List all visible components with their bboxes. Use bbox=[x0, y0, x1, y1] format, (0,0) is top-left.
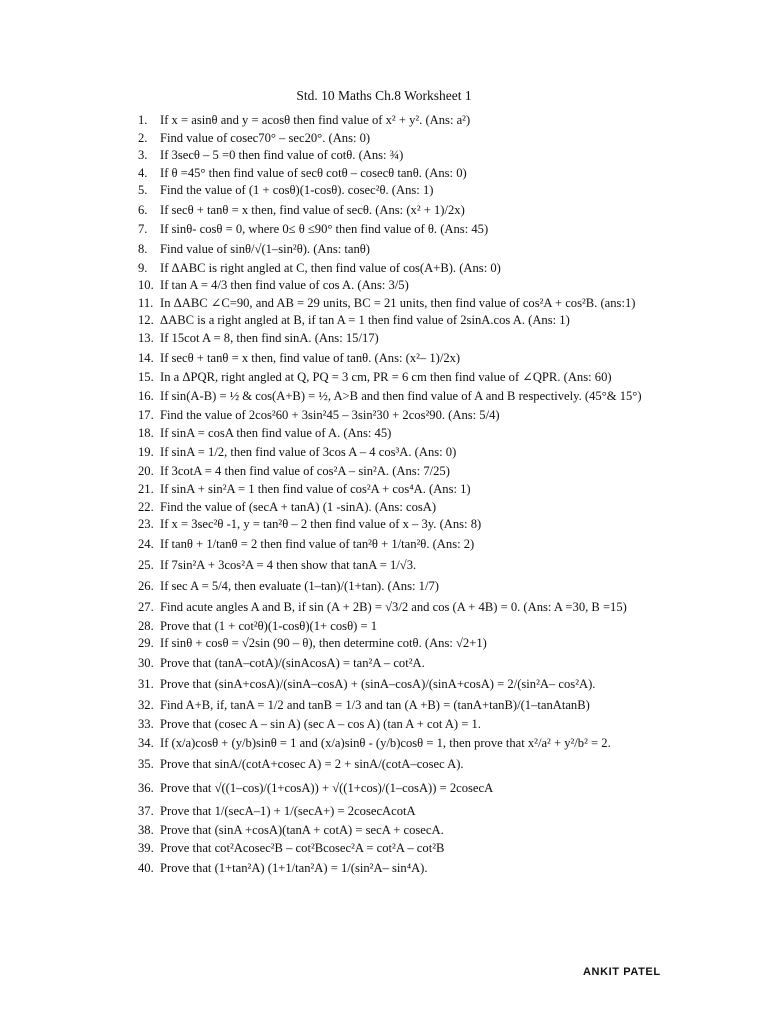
question-text: If θ =45° then find value of secθ cotθ – cosecθ tanθ. (Ans: 0) bbox=[160, 165, 467, 180]
question-text: If sinA = 1/2, then find value of 3cos A – 4 cos³A. (Ans: 0) bbox=[160, 445, 457, 460]
question-text: In ΔABC ∠C=90, and AB = 29 units, BC = 21 units, then find value of cos²A + cos²B. (ans:1) bbox=[160, 295, 636, 310]
question-item bbox=[138, 775, 738, 801]
question-text: If sinA + sin²A = 1 then find value of cos²A + cos⁴A. (Ans: 1) bbox=[160, 481, 471, 496]
question-number: 17. bbox=[138, 408, 154, 423]
question-number: 22. bbox=[138, 499, 154, 514]
question-text: If 7sin²A + 3cos²A = 4 then show that tanA = 1/√3. bbox=[160, 557, 417, 572]
question-number: 20. bbox=[138, 464, 154, 479]
question-number: 10. bbox=[138, 278, 154, 293]
question-number: 37. bbox=[138, 804, 154, 819]
question-item bbox=[138, 674, 738, 695]
question-text: Find value of sinθ/√(1–sin²θ). (Ans: tanθ) bbox=[160, 241, 370, 256]
question-text: In a ΔPQR, right angled at Q, PQ = 3 cm, PR = 6 cm then find value of ∠QPR. (Ans: 60) bbox=[160, 369, 612, 384]
question-number: 36. bbox=[138, 781, 154, 796]
question-item bbox=[138, 348, 738, 369]
question-text: If sin(A-B) = ½ & cos(A+B) = ½, A>B and then find value of A and B respectively. (45°& 15°) bbox=[160, 389, 642, 404]
question-text: Prove that (cosec A – sin A) (sec A – cos A) (tan A + cot A) = 1. bbox=[160, 716, 481, 731]
question-number: 9. bbox=[138, 260, 148, 275]
question-text: If tan A = 4/3 then find value of cos A. (Ans: 3/5) bbox=[160, 278, 409, 293]
question-number: 2. bbox=[138, 130, 148, 145]
question-item bbox=[138, 822, 738, 840]
question-number: 19. bbox=[138, 445, 154, 460]
question-text: Prove that (1+tan²A) (1+1/tan²A) = 1/(sin²A– sin⁴A). bbox=[160, 860, 428, 875]
question-text: If sinθ + cosθ = √2sin (90 – θ), then determine cotθ. (Ans: √2+1) bbox=[160, 636, 487, 651]
question-number: 18. bbox=[138, 425, 154, 440]
question-number: 16. bbox=[138, 389, 154, 404]
question-number: 40. bbox=[138, 860, 154, 875]
question-number: 24. bbox=[138, 536, 154, 551]
question-item bbox=[138, 112, 738, 130]
question-number: 4. bbox=[138, 165, 148, 180]
question-text: Prove that cot²Acosec²B – cot²Bcosec²A = cot²A – cot²B bbox=[160, 841, 445, 856]
question-text: If sec A = 5/4, then evaluate (1–tan)/(1+tan). (Ans: 1/7) bbox=[160, 578, 439, 593]
question-text: Prove that (sinA+cosA)/(sinA–cosA) + (sinA–cosA)/(sinA+cosA) = 2/(sin²A– cos²A). bbox=[160, 676, 596, 691]
question-item bbox=[138, 840, 738, 858]
question-number: 5. bbox=[138, 183, 148, 198]
question-number: 23. bbox=[138, 517, 154, 532]
question-number: 25. bbox=[138, 557, 154, 572]
question-text: If sinθ- cosθ = 0, where 0≤ θ ≤90° then find value of θ. (Ans: 45) bbox=[160, 221, 489, 236]
question-text: Find the value of 2cos²60 + 3sin²45 – 3sin²30 + 2cos²90. (Ans: 5/4) bbox=[160, 408, 500, 423]
question-number: 29. bbox=[138, 636, 154, 651]
question-item bbox=[138, 618, 738, 636]
question-text: If (x/a)cosθ + (y/b)sinθ = 1 and (x/a)sinθ - (y/b)cosθ = 1, then prove that x²/a² + y²/b² = 2. bbox=[160, 736, 611, 751]
question-number: 27. bbox=[138, 599, 154, 614]
question-item bbox=[138, 653, 738, 674]
question-item bbox=[138, 330, 738, 348]
question-number: 26. bbox=[138, 578, 154, 593]
question-text: If x = 3sec²θ -1, y = tan²θ – 2 then find value of x – 3y. (Ans: 8) bbox=[160, 517, 482, 532]
question-text: ΔABC is a right angled at B, if tan A = 1 then find value of 2sinA.cos A. (Ans: 1) bbox=[160, 313, 570, 328]
question-number: 7. bbox=[138, 221, 148, 236]
question-number: 1. bbox=[138, 113, 148, 127]
question-item bbox=[138, 312, 738, 330]
question-item bbox=[138, 733, 738, 754]
question-item bbox=[138, 442, 738, 463]
question-text: If 3cotA = 4 then find value of cos²A – sin²A. (Ans: 7/25) bbox=[160, 464, 450, 479]
question-number: 6. bbox=[138, 202, 148, 217]
question-item bbox=[138, 239, 738, 260]
question-item bbox=[138, 425, 738, 443]
question-item bbox=[138, 555, 738, 576]
question-item bbox=[138, 463, 738, 481]
author-name: ANKIT PATEL bbox=[583, 966, 661, 978]
question-text: If ΔABC is right angled at C, then find value of cos(A+B). (Ans: 0) bbox=[160, 260, 501, 275]
question-number: 12. bbox=[138, 313, 154, 328]
question-item bbox=[138, 277, 738, 295]
question-text: Prove that (sinA +cosA)(tanA + cotA) = secA + cosecA. bbox=[160, 823, 444, 838]
question-item bbox=[138, 260, 738, 278]
question-item bbox=[138, 369, 738, 387]
question-text: If x = asinθ and y = acosθ then find value of x² + y². (Ans: a²) bbox=[160, 113, 471, 127]
question-item bbox=[138, 516, 738, 534]
question-number: 15. bbox=[138, 369, 154, 384]
question-item bbox=[138, 635, 738, 653]
question-number: 8. bbox=[138, 241, 148, 256]
question-number: 31. bbox=[138, 676, 154, 691]
question-item bbox=[138, 407, 738, 425]
question-item bbox=[138, 481, 738, 499]
question-list bbox=[138, 112, 738, 879]
question-number: 14. bbox=[138, 350, 154, 365]
question-text: Find the value of (1 + cosθ)(1-cosθ). cosec²θ. (Ans: 1) bbox=[160, 183, 434, 198]
question-item bbox=[138, 386, 738, 407]
question-text: If secθ + tanθ = x then, find value of tanθ. (Ans: (x²– 1)/2x) bbox=[160, 350, 461, 365]
question-text: Prove that 1/(secA–1) + 1/(secA+) = 2cosecAcotA bbox=[160, 804, 416, 819]
question-item bbox=[138, 200, 738, 221]
question-text: If sinA = cosA then find value of A. (Ans: 45) bbox=[160, 425, 392, 440]
question-item bbox=[138, 499, 738, 517]
question-number: 30. bbox=[138, 655, 154, 670]
question-number: 33. bbox=[138, 716, 154, 731]
question-item bbox=[138, 165, 738, 183]
question-number: 35. bbox=[138, 757, 154, 772]
question-text: Find acute angles A and B, if sin (A + 2B) = √3/2 and cos (A + 4B) = 0. (Ans: A =30, B =15) bbox=[160, 599, 627, 614]
question-number: 38. bbox=[138, 823, 154, 838]
question-item bbox=[138, 182, 738, 200]
question-number: 39. bbox=[138, 841, 154, 856]
question-number: 3. bbox=[138, 148, 148, 163]
question-text: Prove that sinA/(cotA+cosec A) = 2 + sinA/(cotA–cosec A). bbox=[160, 757, 464, 772]
question-item bbox=[138, 534, 738, 555]
question-text: Prove that (1 + cot²θ)(1-cosθ)(1+ cosθ) = 1 bbox=[160, 618, 377, 633]
question-text: Find value of cosec70° – sec20°. (Ans: 0) bbox=[160, 130, 371, 145]
question-number: 28. bbox=[138, 618, 154, 633]
question-text: Find A+B, if, tanA = 1/2 and tanB = 1/3 and tan (A +B) = (tanA+tanB)/(1–tanAtanB) bbox=[160, 697, 590, 712]
question-item bbox=[138, 597, 738, 618]
question-number: 11. bbox=[138, 295, 154, 310]
question-number: 13. bbox=[138, 330, 154, 345]
question-item bbox=[138, 295, 738, 313]
question-item bbox=[138, 130, 738, 148]
question-item bbox=[138, 801, 738, 822]
question-number: 34. bbox=[138, 736, 154, 751]
question-text: Prove that (tanA–cotA)/(sinAcosA) = tan²A – cot²A. bbox=[160, 655, 425, 670]
question-item bbox=[138, 754, 738, 775]
question-text: If tanθ + 1/tanθ = 2 then find value of tan²θ + 1/tan²θ. (Ans: 2) bbox=[160, 536, 475, 551]
question-item bbox=[138, 695, 738, 716]
question-item bbox=[138, 716, 738, 734]
question-item bbox=[138, 221, 738, 239]
question-item bbox=[138, 576, 738, 597]
question-item bbox=[138, 858, 738, 879]
question-text: If 3secθ – 5 =0 then find value of cotθ. (Ans: ¾) bbox=[160, 148, 404, 163]
question-text: If secθ + tanθ = x then, find value of secθ. (Ans: (x² + 1)/2x) bbox=[160, 202, 465, 217]
question-text: Prove that √((1–cos)/(1+cosA)) + √((1+cos)/(1–cosA)) = 2cosecA bbox=[160, 781, 494, 796]
question-text: If 15cot A = 8, then find sinA. (Ans: 15/17) bbox=[160, 330, 379, 345]
worksheet-title: Std. 10 Maths Ch.8 Worksheet 1 bbox=[296, 88, 472, 103]
question-item bbox=[138, 147, 738, 165]
question-text: Find the value of (secA + tanA) (1 -sinA). (Ans: cosA) bbox=[160, 499, 437, 514]
question-number: 21. bbox=[138, 481, 154, 496]
question-number: 32. bbox=[138, 697, 154, 712]
